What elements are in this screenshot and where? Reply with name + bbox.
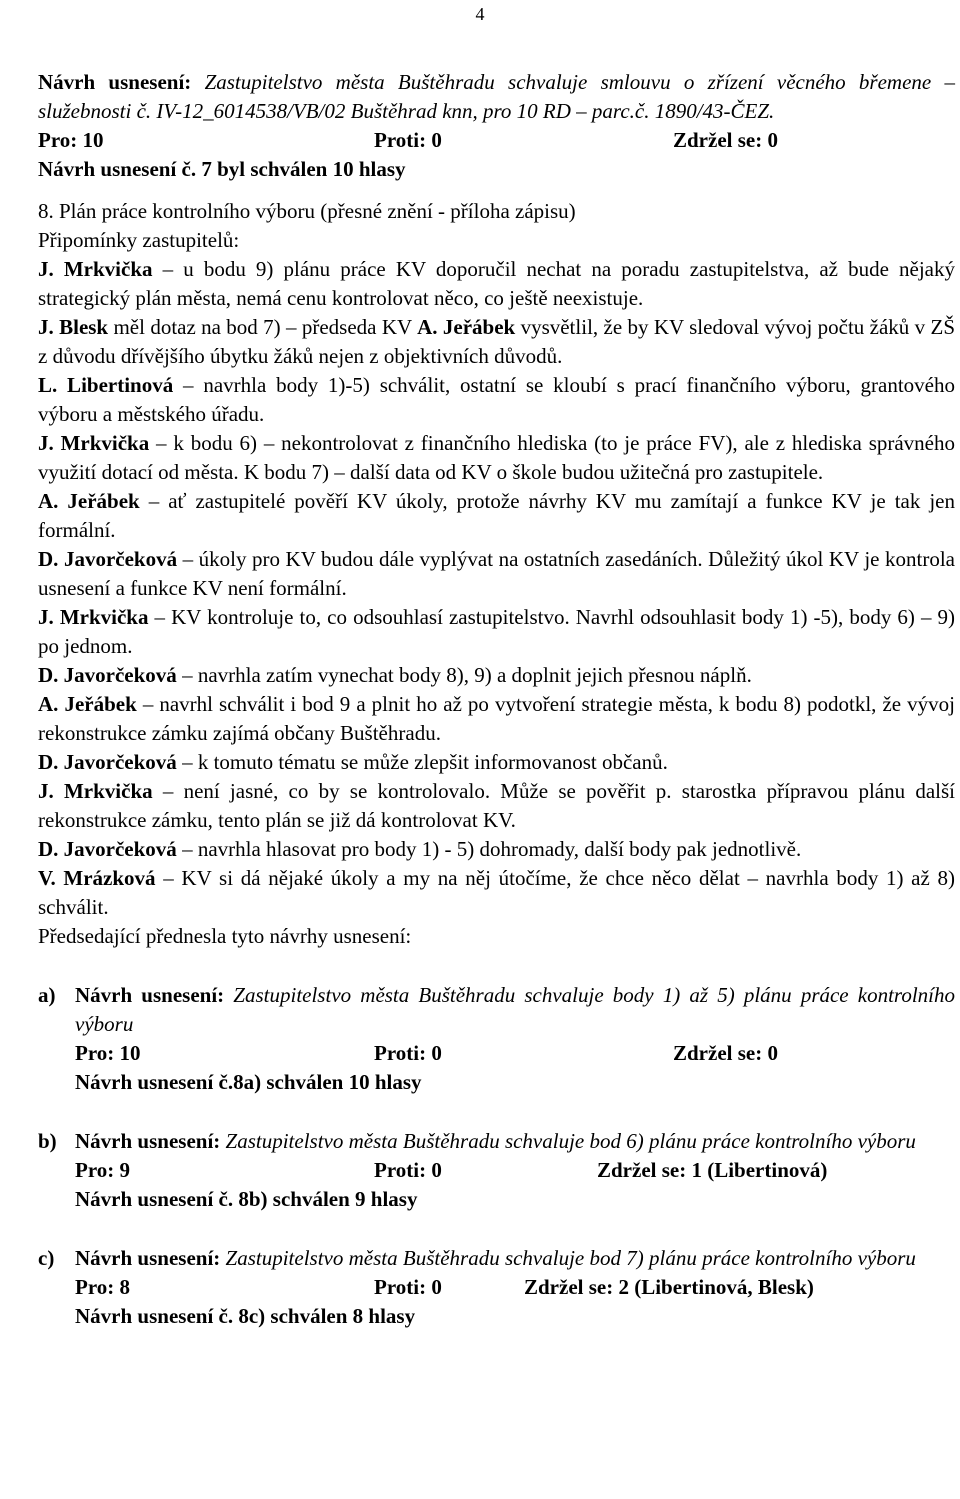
- speaker-name: J. Blesk: [38, 315, 109, 339]
- vote-result: Návrh usnesení č. 8b) schválen 9 hlasy: [75, 1187, 418, 1211]
- speaker-name: J. Mrkvička: [38, 431, 150, 455]
- resolution-label: Návrh usnesení:: [75, 1246, 221, 1270]
- resolution-text: [75, 1127, 955, 1156]
- vote-result: Návrh usnesení č. 8c) schválen 8 hlasy: [75, 1304, 416, 1328]
- vote-row: [75, 1273, 955, 1302]
- resolution-body: Zastupitelstvo města Buštěhradu schvaluje bod 6) plánu práce kontrolního výboru: [225, 1129, 916, 1153]
- speaker-text: měl dotaz na bod 7) – předseda KV: [108, 315, 418, 339]
- speaker-text: – navrhla hlasovat pro body 1) - 5) dohromady, další body pak jednotlivě.: [176, 837, 802, 861]
- discussion-entry: [38, 487, 955, 545]
- speaker-name: D. Javorčeková: [38, 547, 178, 571]
- discussion-entry: [38, 603, 955, 661]
- speaker-text: – navrhl schválit i bod 9 a plnit ho až po vytvoření strategie města, k bodu 8) podotkl, že vývoj rekonstrukce zámku zajímá občany Buštěhradu.: [38, 692, 955, 745]
- discussion-entry: [38, 777, 955, 835]
- speaker-name: V. Mrázková: [38, 866, 156, 890]
- speaker-name: L. Libertinová: [38, 373, 174, 397]
- discussion-entry: [38, 545, 955, 603]
- speaker-name: J. Mrkvička: [38, 605, 149, 629]
- resolution-letter: b): [38, 1129, 57, 1153]
- chair-intro: Předsedající přednesla tyto návrhy usnesení:: [38, 924, 412, 948]
- resolution-label: Návrh usnesení:: [75, 983, 225, 1007]
- resolution-letter: c): [38, 1246, 55, 1270]
- speaker-text: – KV kontroluje to, co odsouhlasí zastupitelstvo. Navrhl odsouhlasit body 1) -5), body 6) – 9) po jednom.: [38, 605, 956, 658]
- speaker-name: D. Javorčeková: [38, 750, 177, 774]
- resolution-letter: a): [38, 983, 56, 1007]
- vote-pro: Pro: 9: [75, 1158, 131, 1182]
- vote-proti: Proti: 0: [374, 1158, 442, 1182]
- vote-zdrzel: Zdržel se: 2 (Libertinová, Blesk): [524, 1275, 814, 1299]
- speaker-name: J. Mrkvička: [38, 257, 153, 281]
- speaker-name: D. Javorčeková: [38, 663, 177, 687]
- speaker-name: A. Jeřábek: [417, 315, 516, 339]
- vote-pro: Pro: 10: [38, 128, 104, 152]
- vote-row: [75, 1156, 955, 1185]
- resolution-text: [75, 981, 955, 1039]
- resolution-text: [75, 1244, 955, 1273]
- resolution-body: Zastupitelstvo města Buštěhradu schvaluje bod 7) plánu práce kontrolního výboru: [225, 1246, 916, 1270]
- agenda-item-subheading: Připomínky zastupitelů:: [38, 228, 240, 252]
- resolution-label: Návrh usnesení:: [38, 70, 192, 94]
- speaker-text: vysvětlil, že by KV sledoval vývoj počtu žáků v ZŠ z důvodu dřívějšího úbytku žáků nejen z objektivních důvodů.: [38, 315, 956, 368]
- discussion-entry: [38, 864, 955, 922]
- speaker-text: – KV si dá nějaké úkoly a my na něj útočíme, že chce něco dělat – navrhla body 1) až 8) schválit.: [38, 866, 956, 919]
- discussion-entry: [38, 313, 955, 371]
- agenda-item-heading: 8. Plán práce kontrolního výboru (přesné znění - příloha zápisu): [38, 199, 576, 223]
- speaker-name: D. Javorčeková: [38, 837, 177, 861]
- resolution-text: Zastupitelstvo města Buštěhradu schvaluje smlouvu o zřízení věcného břemene – služebnosti č. IV-12_6014538/VB/02 Buštěhrad knn, pro 10 RD – parc.č. 1890/43-ČEZ.: [38, 70, 955, 123]
- vote-proti: Proti: 0: [374, 1041, 442, 1065]
- resolution-b: [38, 1127, 955, 1214]
- discussion-entry: [38, 690, 955, 748]
- vote-zdrzel: Zdržel se: 0: [673, 128, 778, 152]
- speaker-text: – k tomuto tématu se může zlepšit informovanost občanů.: [176, 750, 668, 774]
- vote-proti: Proti: 0: [374, 128, 442, 152]
- document-body: [38, 68, 955, 1331]
- resolution-label: Návrh usnesení:: [75, 1129, 221, 1153]
- vote-pro: Pro: 10: [75, 1041, 141, 1065]
- discussion-entry: [38, 835, 955, 864]
- speaker-name: J. Mrkvička: [38, 779, 153, 803]
- speaker-text: – navrhla body 1)-5) schválit, ostatní se kloubí s prací finančního výboru, grantového výboru a městského úřadu.: [38, 373, 955, 426]
- resolution-7-text: [38, 68, 955, 126]
- vote-result: Návrh usnesení č. 7 byl schválen 10 hlasy: [38, 157, 406, 181]
- speaker-text: – k bodu 6) – nekontrolovat z finančního hlediska (to je práce FV), ale z hlediska správného využití dotací od města. K bodu 7) – další data od KV o škole budou užitečná pro zastupitele.: [38, 431, 956, 484]
- speaker-text: – u bodu 9) plánu práce KV doporučil nechat na poradu zastupitelstva, až bude nějaký strategický plán města, nemá cenu kontrolovat něco, co ještě neexistuje.: [38, 257, 955, 310]
- page-number: 4: [475, 4, 485, 24]
- speaker-text: – ať zastupitelé pověří KV úkoly, protože návrhy KV mu zamítají a funkce KV je tak jen formální.: [38, 489, 955, 542]
- vote-pro: Pro: 8: [75, 1275, 131, 1299]
- vote-zdrzel: Zdržel se: 0: [673, 1041, 778, 1065]
- vote-result: Návrh usnesení č.8a) schválen 10 hlasy: [75, 1070, 422, 1094]
- discussion-entry: [38, 371, 955, 429]
- vote-row: [38, 126, 955, 155]
- discussion-entry: [38, 429, 955, 487]
- speaker-text: – navrhla zatím vynechat body 8), 9) a doplnit jejich přesnou náplň.: [176, 663, 752, 687]
- speaker-text: – není jasné, co by se kontrolovalo. Může se pověřit p. starostka přípravou plánu další rekonstrukce zámku, tento plán se již dá kontrolovat KV.: [38, 779, 955, 832]
- vote-proti: Proti: 0: [374, 1275, 442, 1299]
- speaker-text: – úkoly pro KV budou dále vyplývat na ostatních zasedáních. Důležitý úkol KV je kontrola usnesení a funkce KV není formální.: [38, 547, 955, 600]
- discussion-entry: [38, 661, 955, 690]
- discussion-entry: [38, 748, 955, 777]
- speaker-name: A. Jeřábek: [38, 489, 140, 513]
- vote-zdrzel: Zdržel se: 1 (Libertinová): [597, 1158, 828, 1182]
- resolution-c: [38, 1244, 955, 1331]
- discussion-entry: [38, 255, 955, 313]
- resolution-a: [38, 981, 955, 1097]
- speaker-name: A. Jeřábek: [38, 692, 137, 716]
- vote-row: [75, 1039, 955, 1068]
- resolution-body: Zastupitelstvo města Buštěhradu schvaluje body 1) až 5) plánu práce kontrolního výboru: [75, 983, 955, 1036]
